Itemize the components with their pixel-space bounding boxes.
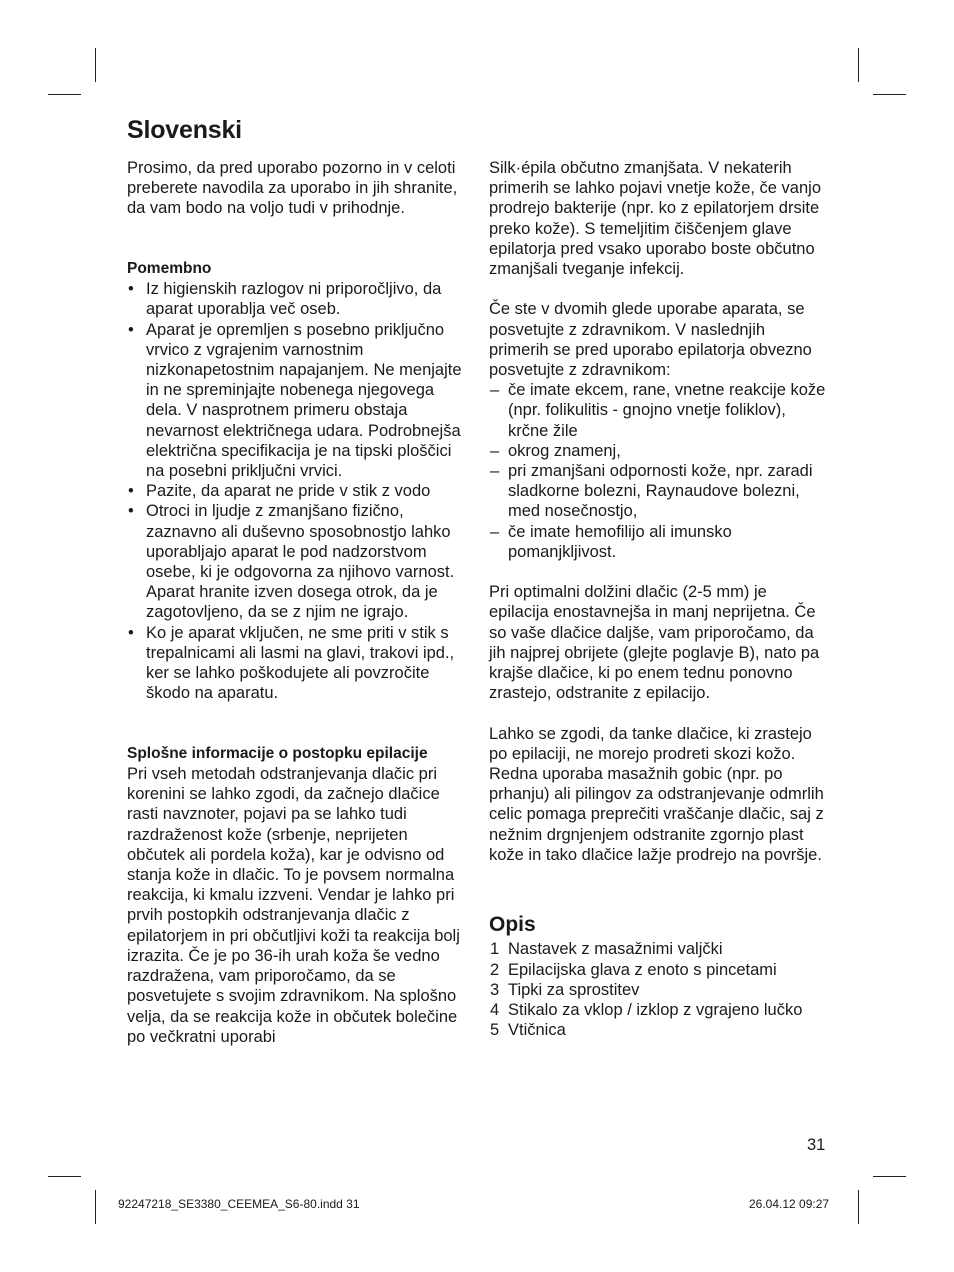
crop-mark <box>48 1176 81 1177</box>
list-item: – če imate ekcem, rane, vnetne reakcije kože (npr. folikulitis - gnojno vnetje foliklov), krčne žile <box>490 381 826 440</box>
important-heading: Pomembno <box>127 260 212 277</box>
page-number: 31 <box>807 1136 826 1154</box>
footer-datetime: 26.04.12 09:27 <box>749 1197 830 1211</box>
bullet-icon: • <box>128 320 134 339</box>
bullet-icon: • <box>128 280 134 299</box>
intro-paragraph: Prosimo, da pred uporabo pozorno in v celoti preberete navodila za uporabo in jih shranite, da vam bodo na voljo tudi v prihodnje. <box>127 159 458 218</box>
dash-icon: – <box>490 462 500 481</box>
crop-mark <box>48 94 81 95</box>
list-item: – pri zmanjšani odpornosti kože, npr. zaradi sladkorne bolezni, Raynaudove bolezni, med nosečnostjo, <box>490 462 813 521</box>
page-title: Slovenski <box>127 116 242 144</box>
footer-file-info: 92247218_SE3380_CEEMEA_S6-80.indd 31 <box>118 1197 360 1211</box>
item-number: 5 <box>490 1021 500 1040</box>
continuation-paragraph: Silk·épila občutno zmanjšata. V nekaterih primerih se lahko pojavi vnetje kože, če vanjo prodrejo bakterije (npr. ko z epilatorjem drsite preko kože). S temeljitim čiščenjem glave epilatorja pred vsako uporabo boste občutno zmanjšali tveganje infekcij. <box>489 159 822 279</box>
general-info-paragraph: Pri vseh metodah odstranjevanja dlačic pri korenini se lahko zgodi, da začnejo dlačice rasti navznoter, pojavi pa se lahko tudi razdraženost kože (srbenje, neprijeten občutek ali pordela koža), kar je odvisno od stanja kože in dlačic. To je povsem normalna reakcija, ki kmalu izzveni. Vendar je lahko pri prvih postopkih odstranjevanja dlačic z epilatorjem in pri občutljivi koži ta reakcija bolj izrazita. Če je po 36-ih urah koža še vedno razdražena, vam priporočamo, da se posvetujete s svojim zdravnikom. Na splošno velja, da se reakcija kože in občutek bolečine po večkratni uporabi <box>127 765 460 1046</box>
crop-mark <box>95 1190 96 1224</box>
item-number: 2 <box>490 960 500 979</box>
doubt-list <box>489 380 829 562</box>
item-number: 4 <box>490 1001 500 1020</box>
list-item: – če imate hemofilijo ali imunsko pomanjkljivost. <box>490 522 732 561</box>
right-column <box>489 158 829 1040</box>
dash-icon: – <box>490 381 500 400</box>
ingrown-hair-paragraph: Lahko se zgodi, da tanke dlačice, ki zrastejo po epilaciji, ne morejo prodreti skozi kožo. Redna uporaba masažnih gobic (npr. po prhanju) ali pilingov za odstranjevanje odmrlih celic pomaga preprečiti vraščanje dlačic, saj z nežnim drgnjenjem odstranite zgornjo plast kože in tako dlačice lažje prodrejo na površje. <box>489 724 824 864</box>
list-item: • Otroci in ljudje z zmanjšano fizično, zaznavno ali duševno sposobnostjo lahko uporabljajo aparat le pod nadzorstvom osebe, ki je odgovorna za njihovo varnost. Aparat hranite izven dosega otrok, da je zagotovljeno, da se z njim ne igrajo. <box>128 502 455 622</box>
opis-heading: Opis <box>489 913 536 937</box>
hair-length-paragraph: Pri optimalni dolžini dlačic (2-5 mm) je epilacija enostavnejša in manj neprijetna. Če so vaše dlačice daljše, vam priporočamo, da jih najprej obrijete (glejte poglavje B), nato pa krajše dlačice, ki po enem tednu ponovno zrastejo, odstranite z epilacijo. <box>489 583 820 703</box>
crop-mark <box>873 1176 906 1177</box>
crop-mark <box>858 1190 859 1224</box>
dash-icon: – <box>490 522 500 541</box>
list-item: • Iz higienskih razlogov ni priporočljivo, da aparat uporablja več oseb. <box>128 280 442 319</box>
dash-icon: – <box>490 441 500 460</box>
important-list <box>127 279 467 703</box>
crop-mark <box>873 94 906 95</box>
doubt-paragraph: Če ste v dvomih glede uporabe aparata, se posvetujte z zdravnikom. V naslednjih primerih se pred uporabo epilatorja obvezno posvetujte z zdravnikom: <box>489 300 812 380</box>
item-number: 1 <box>490 940 500 959</box>
list-item: • Aparat je opremljen s posebno priključno vrvico z vgrajenim varnostnim nizkonapetostnim napajanjem. Ne menjajte in ne spreminjajte nobenega njegovega dela. V nasprotnem primeru obstaja nevarnost električnega udara. Podrobnejša električna specifikacija je na tipski ploščici na posebni priključni vrvici. <box>128 320 462 481</box>
bullet-icon: • <box>128 502 134 521</box>
left-column <box>127 158 467 1047</box>
bullet-icon: • <box>128 623 134 642</box>
list-item: 2 Epilacijska glava z enoto s pincetami <box>490 960 777 979</box>
list-item: • Ko je aparat vključen, ne sme priti v stik s trepalnicami ali lasmi na glavi, trakovi ipd., ker se lahko poškodujete ali povzročite škodo na aparatu. <box>128 623 455 703</box>
list-item: • Pazite, da aparat ne pride v stik z vodo <box>128 482 431 501</box>
opis-list <box>489 939 829 1040</box>
list-item: 4 Stikalo za vklop / izklop z vgrajeno lučko <box>490 1001 803 1020</box>
list-item: 3 Tipki za sprostitev <box>490 980 640 999</box>
crop-mark <box>95 48 96 82</box>
general-info-heading: Splošne informacije o postopku epilacije <box>127 744 428 762</box>
crop-mark <box>858 48 859 82</box>
list-item: 1 Nastavek z masažnimi valjčki <box>490 940 723 959</box>
list-item: 5 Vtičnica <box>490 1021 566 1040</box>
list-item: – okrog znamenj, <box>490 441 621 460</box>
bullet-icon: • <box>128 482 134 501</box>
item-number: 3 <box>490 980 500 999</box>
